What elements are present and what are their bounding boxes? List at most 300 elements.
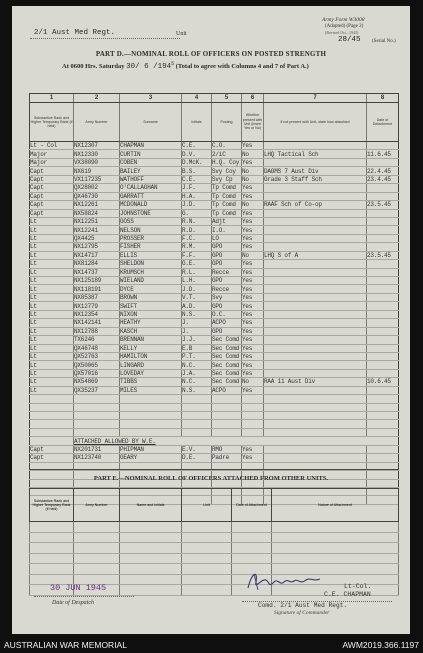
attached-officers-table [29, 488, 399, 596]
attached-surname: PHIPMAN [120, 445, 182, 453]
blank-cell [182, 574, 232, 585]
col-header-army-number: Army Number [74, 103, 120, 142]
officer-present: Yes [242, 260, 264, 268]
officer-posting: C.O. [212, 142, 242, 150]
officer-row [30, 352, 399, 360]
blank-cell [264, 445, 367, 453]
col-number: 3 [120, 94, 182, 103]
officer-absence [264, 268, 367, 276]
blank-cell [30, 543, 74, 554]
blank-cell [242, 412, 264, 420]
officer-surname: CHAPMAN [120, 142, 182, 150]
officer-posting: Svy Cp [212, 175, 242, 183]
officer-surname: GOSS [120, 217, 182, 225]
officer-absence [264, 158, 367, 166]
part-e-header-army-number: Army Number [74, 489, 120, 522]
blank-cell [120, 412, 182, 420]
blank-cell [212, 395, 242, 403]
officer-row [30, 285, 399, 293]
officer-rank: Lt - Col [30, 142, 74, 150]
part-e-header-name: Name and Initials [120, 489, 182, 522]
officer-surname: KASCH [120, 327, 182, 335]
officer-row [30, 319, 399, 327]
officer-rank: Lt [30, 268, 74, 276]
blank-cell [30, 437, 74, 445]
officer-initials: N.C. [182, 361, 212, 369]
signature-underline [242, 601, 392, 602]
officer-posting: ACPO [212, 386, 242, 394]
officer-date: 10.6.45 [367, 378, 399, 386]
blank-cell [30, 564, 74, 575]
col-number: 2 [74, 94, 120, 103]
officer-initials: D.V. [182, 150, 212, 158]
officer-number: QX4425 [74, 234, 120, 242]
officer-number: NX12354 [74, 310, 120, 318]
part-e-blank-row [30, 522, 399, 533]
officer-initials: G.E. [182, 260, 212, 268]
officer-number: NX12330 [74, 150, 120, 158]
officer-number: NX12261 [74, 201, 120, 209]
officer-surname: O'CALLAGHAN [120, 184, 182, 192]
officer-initials: R.N. [182, 217, 212, 225]
unit-label: Unit [176, 31, 187, 37]
officer-surname: HAMILTON [120, 352, 182, 360]
officer-rank: Lt [30, 226, 74, 234]
blank-cell [242, 403, 264, 411]
officer-row [30, 268, 399, 276]
officer-present: Yes [242, 369, 264, 377]
officer-present: No [242, 251, 264, 259]
officer-number: QX46730 [74, 192, 120, 200]
officer-number: NX85387 [74, 293, 120, 301]
officer-date [367, 386, 399, 394]
officer-row [30, 175, 399, 183]
officer-number: NX12251 [74, 217, 120, 225]
officer-rank: Major [30, 150, 74, 158]
blank-cell [30, 403, 74, 411]
part-e-blank-row [30, 564, 399, 575]
officer-surname: NELSON [120, 226, 182, 234]
officer-absence [264, 260, 367, 268]
officer-rank: Capt [30, 201, 74, 209]
officer-initials: J.F. [182, 184, 212, 192]
blank-cell [120, 395, 182, 403]
officer-rank: Lt [30, 352, 74, 360]
form-line-2: (Adapted) (Page 2) [325, 24, 364, 29]
officer-number: NX12241 [74, 226, 120, 234]
officer-number: QX52763 [74, 352, 120, 360]
officer-row [30, 327, 399, 335]
officer-initials: J.A. [182, 369, 212, 377]
officer-surname: WATHOFF [120, 175, 182, 183]
blank-cell [120, 532, 182, 543]
part-e-header-nature: Nature of Attachment [272, 489, 399, 522]
blank-cell [367, 428, 399, 436]
officer-absence [264, 234, 367, 242]
blank-row [30, 412, 399, 420]
officer-date [367, 260, 399, 268]
attached-posting: Padre [212, 454, 242, 462]
part-e-title: PART E.—NOMINAL ROLL OF OFFICERS ATTACHED FROM OTHER UNITS. [93, 475, 329, 482]
officer-absence [264, 142, 367, 150]
officer-rank: Lt [30, 285, 74, 293]
attached-initials: D.E. [182, 454, 212, 462]
officer-date [367, 319, 399, 327]
officer-present: Yes [242, 277, 264, 285]
blank-cell [120, 403, 182, 411]
officer-present: Yes [242, 336, 264, 344]
officer-rank: Lt [30, 336, 74, 344]
part-e-header-date: Date of Attachment [232, 489, 272, 522]
form-line-1: Army Form W3008 [322, 17, 365, 23]
officer-present: Yes [242, 319, 264, 327]
officer-rank: Lt [30, 361, 74, 369]
officer-posting: 2/iC [212, 150, 242, 158]
attached-rank: Capt [30, 454, 74, 462]
blank-cell [182, 420, 212, 428]
officer-absence [264, 327, 367, 335]
officer-absence [264, 336, 367, 344]
col-header-rank: Substantive Rank and Higher Temporary Rank (if held) [30, 103, 74, 142]
officer-rank: Capt [30, 209, 74, 217]
blank-cell [182, 553, 232, 564]
officer-row [30, 234, 399, 242]
blank-cell [212, 412, 242, 420]
officer-surname: JOHNSTONE [120, 209, 182, 217]
officer-rank: Lt [30, 310, 74, 318]
officer-date [367, 302, 399, 310]
officer-date: 11.6.45 [367, 150, 399, 158]
attached-number: NX123740 [74, 454, 120, 462]
blank-cell [242, 428, 264, 436]
officer-surname: ELLIS [120, 251, 182, 259]
blank-cell [74, 412, 120, 420]
officer-absence [264, 184, 367, 192]
officer-date [367, 293, 399, 301]
footer-accession-number: AWM2019.366.1197 [342, 640, 419, 650]
blank-cell [367, 395, 399, 403]
officer-date [367, 192, 399, 200]
officer-rank: Lt [30, 344, 74, 352]
officer-present: Yes [242, 184, 264, 192]
blank-cell [182, 412, 212, 420]
officer-initials: R.L. [182, 268, 212, 276]
officer-initials: L.H. [182, 277, 212, 285]
officer-date: 23.5.45 [367, 251, 399, 259]
col-header-present: Whether present with Unit (insert Yes or No) [242, 103, 264, 142]
officer-row [30, 361, 399, 369]
officer-number: NX54869 [74, 378, 120, 386]
officer-present: Yes [242, 285, 264, 293]
blank-cell [264, 428, 367, 436]
attached-officer-row [30, 445, 399, 453]
blank-cell [74, 420, 120, 428]
officer-initials: N.S. [182, 386, 212, 394]
officer-present: Yes [242, 352, 264, 360]
blank-cell [182, 522, 232, 533]
attached-present: Yes [242, 454, 264, 462]
blank-cell [74, 553, 120, 564]
officer-present: Yes [242, 234, 264, 242]
blank-cell [242, 395, 264, 403]
officer-present: No [242, 175, 264, 183]
officer-row [30, 302, 399, 310]
officer-date [367, 361, 399, 369]
officer-date [367, 285, 399, 293]
officer-row [30, 378, 399, 386]
officer-present: Yes [242, 268, 264, 276]
col-number: 8 [367, 94, 399, 103]
officer-present: No [242, 378, 264, 386]
blank-cell [182, 543, 232, 554]
officer-rank: Major [30, 158, 74, 166]
blank-cell [182, 532, 232, 543]
blank-cell [367, 403, 399, 411]
officer-surname: KELLY [120, 344, 182, 352]
officer-surname: BAILEY [120, 167, 182, 175]
officer-initials: F.C. [182, 234, 212, 242]
blank-cell [232, 532, 272, 543]
blank-cell [120, 574, 182, 585]
officer-date [367, 277, 399, 285]
officer-date: 23.4.45 [367, 175, 399, 183]
blank-cell [120, 428, 182, 436]
officer-row [30, 310, 399, 318]
col-header-posting: Posting [212, 103, 242, 142]
officer-posting: GPO [212, 243, 242, 251]
officer-date [367, 184, 399, 192]
officer-row [30, 243, 399, 251]
officer-present: Yes [242, 192, 264, 200]
officer-posting: GPO [212, 260, 242, 268]
officer-rank: Lt [30, 327, 74, 335]
officer-date: 22.4.45 [367, 167, 399, 175]
serial-number: 28/45 [338, 36, 361, 44]
officer-rank: Lt [30, 302, 74, 310]
officer-absence [264, 302, 367, 310]
officer-rank: Lt [30, 234, 74, 242]
blank-cell [182, 564, 232, 575]
officer-posting: Tp Comd [212, 209, 242, 217]
officer-date [367, 226, 399, 234]
blank-cell [264, 412, 367, 420]
officer-date [367, 217, 399, 225]
officer-number: NX12795 [74, 243, 120, 251]
officer-posting: Sec Comd [212, 369, 242, 377]
officer-absence: Grade 3 Staff Sch [264, 175, 367, 183]
officer-surname: WIELAND [120, 277, 182, 285]
blank-cell [74, 564, 120, 575]
officer-date [367, 209, 399, 217]
officer-absence [264, 386, 367, 394]
officer-number: QX28002 [74, 184, 120, 192]
officer-rank: Lt [30, 251, 74, 259]
officer-initials: G. [182, 209, 212, 217]
officer-surname: SHELDON [120, 260, 182, 268]
officer-surname: DYCE [120, 285, 182, 293]
officer-row [30, 150, 399, 158]
col-header-date: Date of Detachment [367, 103, 399, 142]
officer-date [367, 142, 399, 150]
officer-row [30, 217, 399, 225]
signature-label: Signature of Commander [274, 610, 330, 616]
officers-table-body [30, 142, 399, 505]
officer-row [30, 209, 399, 217]
officer-surname: LINGARD [120, 361, 182, 369]
officer-posting: Recce [212, 268, 242, 276]
officer-surname: HEATHY [120, 319, 182, 327]
officer-posting: LO [212, 234, 242, 242]
officer-date: 23.5.45 [367, 201, 399, 209]
officer-posting: GPO [212, 302, 242, 310]
form-sheet [12, 6, 410, 634]
blank-cell [272, 543, 399, 554]
officer-present: Yes [242, 243, 264, 251]
part-e-header-row [30, 489, 399, 522]
officer-number: NX619 [74, 167, 120, 175]
officer-absence [264, 319, 367, 327]
officer-posting: Sec Comd [212, 336, 242, 344]
officer-row [30, 142, 399, 150]
serial-label: (Serial No.) [372, 39, 396, 44]
blank-cell [74, 403, 120, 411]
officer-date [367, 158, 399, 166]
officer-absence [264, 277, 367, 285]
officer-number: NX118191 [74, 285, 120, 293]
blank-cell [367, 420, 399, 428]
officer-present: Yes [242, 217, 264, 225]
blank-cell [232, 553, 272, 564]
officer-absence [264, 226, 367, 234]
part-d-subtitle [62, 61, 309, 71]
officer-posting: Sec Comd [212, 352, 242, 360]
officer-date [367, 268, 399, 276]
blank-row [30, 395, 399, 403]
officer-initials: E.B [182, 344, 212, 352]
officer-posting: GPO [212, 277, 242, 285]
part-d-title: PART D.—NOMINAL ROLL OF OFFICERS ON POSTED STRENGTH [95, 50, 327, 58]
blank-cell [30, 532, 74, 543]
blank-cell [30, 522, 74, 533]
col-header-initials: Initials [182, 103, 212, 142]
officer-number: NX14717 [74, 251, 120, 259]
officer-present: Yes [242, 361, 264, 369]
officer-date [367, 352, 399, 360]
officer-date [367, 336, 399, 344]
blank-cell [182, 585, 232, 596]
officer-present: Yes [242, 226, 264, 234]
officer-rank: Lt [30, 319, 74, 327]
blank-cell [30, 412, 74, 420]
officer-rank: Lt [30, 293, 74, 301]
officer-initials: H.A. [182, 192, 212, 200]
officer-posting: Recce [212, 285, 242, 293]
officer-row [30, 158, 399, 166]
signature-command-line: Comd. 2/1 Aust Med Regt. [258, 602, 348, 609]
col-header-surname: Surname [120, 103, 182, 142]
blank-cell [242, 420, 264, 428]
attached-rank: Capt [30, 445, 74, 453]
officer-absence: RAAF Sch of Co-op [264, 201, 367, 209]
officer-initials: N.S. [182, 310, 212, 318]
footer-institution: AUSTRALIAN WAR MEMORIAL [4, 640, 127, 650]
officer-number: NX12788 [74, 327, 120, 335]
blank-cell [272, 553, 399, 564]
blank-cell [182, 395, 212, 403]
officer-rank: Capt [30, 175, 74, 183]
officer-present: No [242, 201, 264, 209]
officer-present: Yes [242, 158, 264, 166]
officer-surname: LOVEDAY [120, 369, 182, 377]
officer-initials: C.E. [182, 142, 212, 150]
blank-row [30, 403, 399, 411]
officer-initials: J. [182, 319, 212, 327]
officer-absence [264, 293, 367, 301]
form-line-3: (Revised Oct., 1943) [325, 30, 359, 35]
roll-year-digit: 5 [171, 61, 175, 67]
col-number: 5 [212, 94, 242, 103]
officer-absence [264, 285, 367, 293]
col-number: 1 [30, 94, 74, 103]
signature-rank: Lt-Col. [344, 583, 372, 590]
officer-present: Yes [242, 344, 264, 352]
part-e-blank-row [30, 532, 399, 543]
officer-date [367, 234, 399, 242]
blank-cell [182, 403, 212, 411]
officer-row [30, 277, 399, 285]
blank-cell [182, 428, 212, 436]
blank-cell [120, 553, 182, 564]
blank-cell [74, 428, 120, 436]
officer-absence: RAA 11 Aust Div [264, 378, 367, 386]
officer-rank: Lt [30, 243, 74, 251]
officer-initials: J.D. [182, 201, 212, 209]
despatch-line [34, 596, 134, 597]
officer-surname: NIXON [120, 310, 182, 318]
officer-posting: Tp Comd [212, 184, 242, 192]
officer-posting: ACPO [212, 319, 242, 327]
officer-number: NX12307 [74, 142, 120, 150]
unit-name: 2/1 Aust Med Regt. [34, 29, 116, 37]
subtitle-prefix: At 0600 Hrs. Saturday [62, 63, 125, 71]
part-e-rule [29, 469, 398, 470]
officer-row [30, 226, 399, 234]
officer-present: Yes [242, 209, 264, 217]
officer-posting: Sec Comd [212, 361, 242, 369]
officer-present: No [242, 150, 264, 158]
blank-cell [120, 522, 182, 533]
officer-date [367, 344, 399, 352]
blank-cell [264, 403, 367, 411]
officer-posting: Adjt [212, 217, 242, 225]
officer-posting: Tp Comd [212, 201, 242, 209]
officer-initials: R.D. [182, 226, 212, 234]
officer-number: NX12779 [74, 302, 120, 310]
officer-surname: TIBBS [120, 378, 182, 386]
officer-surname: MILES [120, 386, 182, 394]
handwritten-signature [244, 568, 324, 594]
officer-row [30, 201, 399, 209]
officer-number: QX50065 [74, 361, 120, 369]
officer-initials: D.McK. [182, 158, 212, 166]
officer-absence [264, 217, 367, 225]
blank-cell [74, 543, 120, 554]
officer-row [30, 293, 399, 301]
part-e-header-rank: Substantive Rank and Higher Temporary Rank (if held) [30, 489, 74, 522]
blank-row [30, 420, 399, 428]
attached-initials: E.V. [182, 445, 212, 453]
officer-surname: FISHER [120, 243, 182, 251]
